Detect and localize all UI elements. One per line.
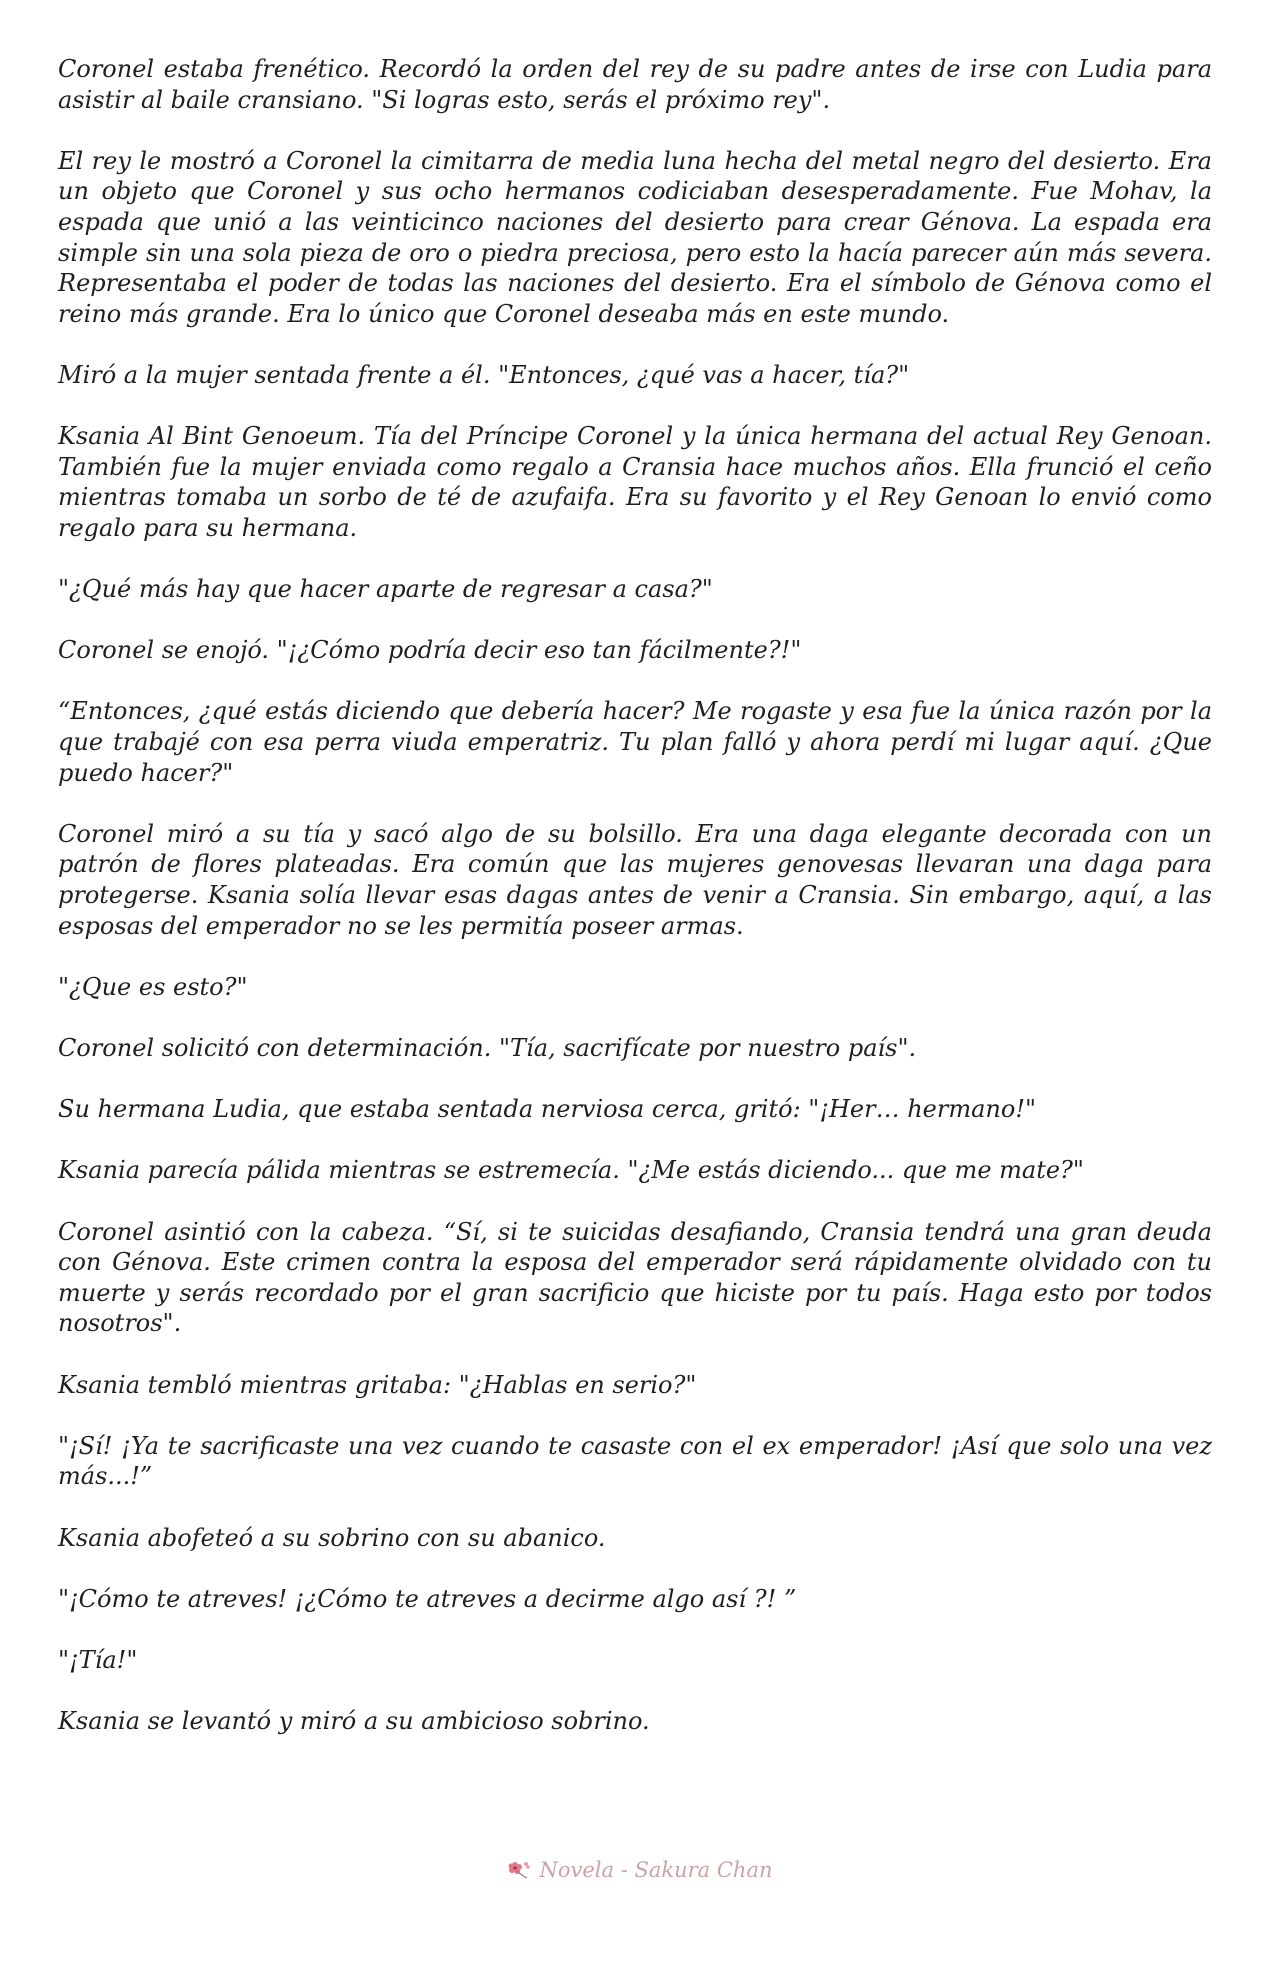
paragraph-10: Coronel solicitó con determinación. "Tía, sacrifícate por nuestro país".	[58, 1034, 917, 1062]
paragraph-9: "¿Que es esto?"	[58, 972, 248, 1001]
paragraph-14: Ksania tembló mientras gritaba: "¿Hablas en serio?"	[58, 1370, 697, 1399]
paragraph-1: Coronel estaba frenético. Recordó la orden del rey de su padre antes de irse con Ludia para asistir al baile cransiano. "Si logras esto, serás el próximo rey".	[58, 55, 1212, 114]
paragraph-3: Miró a la mujer sentada frente a él. "Entonces, ¿qué vas a hacer, tía?"	[58, 360, 910, 389]
paragraph-12: Ksania parecía pálida mientras se estremecía. "¿Me estás diciendo... que me mate?"	[58, 1156, 1084, 1185]
paragraph-18: "¡Tía!"	[58, 1645, 138, 1674]
paragraph-5: "¿Qué más hay que hacer aparte de regresar a casa?"	[58, 575, 713, 604]
paragraph-8: Coronel miró a su tía y sacó algo de su bolsillo. Era una daga elegante decorada con un patrón de flores plateadas. Era común que las mujeres genovesas llevaran una daga para protegerse. Ksania solía llevar esas dagas antes de venir a Cransia. Sin embargo, aquí, a las esposas del emperador no se les permitía poseer armas.	[58, 819, 1212, 940]
paragraph-17: "¡Cómo te atreves! ¡¿Cómo te atreves a decirme algo así ?! ”	[58, 1584, 797, 1613]
paragraph-6: Coronel se enojó. "¡¿Cómo podría decir eso tan fácilmente?!"	[58, 636, 802, 665]
footer-text: Novela - Sakura Chan	[539, 1858, 773, 1882]
paragraph-19: Ksania se levantó y miró a su ambicioso sobrino.	[58, 1707, 650, 1736]
document-body	[58, 54, 1212, 1767]
cherry-blossom-icon	[507, 1859, 533, 1881]
paragraph-4: Ksania Al Bint Genoeum. Tía del Príncipe Coronel y la única hermana del actual Rey Genoan. También fue la mujer enviada como regalo a Cransia hace muchos años. Ella frunció el ceño mientras tomaba un sorbo de té de azufaifa. Era su favorito y el Rey Genoan lo envió como regalo para su hermana.	[58, 422, 1212, 542]
paragraph-13: Coronel asintió con la cabeza. “Sí, si te suicidas desafiando, Cransia tendrá una gran deuda con Génova. Este crimen contra la esposa del emperador será rápidamente olvidado con tu muerte y serás recordado por el gran sacrificio que hiciste por tu país. Haga esto por todos nosotros".	[58, 1217, 1212, 1338]
paragraph-11: Su hermana Ludia, que estaba sentada nerviosa cerca, gritó: "¡Her… hermano!"	[58, 1095, 1036, 1124]
paragraph-15: "¡Sí! ¡Ya te sacrificaste una vez cuando te casaste con el ex emperador! ¡Así que solo una vez más...!”	[58, 1431, 1212, 1491]
paragraph-16: Ksania abofeteó a su sobrino con su abanico.	[58, 1523, 606, 1552]
footer-watermark	[0, 1858, 1280, 1886]
paragraph-2: El rey le mostró a Coronel la cimitarra de media luna hecha del metal negro del desierto. Era un objeto que Coronel y sus ocho hermanos codiciaban desesperadamente. Fue Mohav, la espada que unió a las veinticinco naciones del desierto para crear Génova. La espada era simple sin una sola pieza de oro o piedra preciosa, pero esto la hacía parecer aún más severa. Representaba el poder de todas las naciones del desierto. Era el símbolo de Génova como el reino más grande. Era lo único que Coronel deseaba más en este mundo.	[58, 146, 1212, 328]
paragraph-7: “Entonces, ¿qué estás diciendo que debería hacer? Me rogaste y esa fue la única razón por la que trabajé con esa perra viuda emperatriz. Tu plan falló y ahora perdí mi lugar aquí. ¿Que puedo hacer?"	[58, 697, 1212, 787]
